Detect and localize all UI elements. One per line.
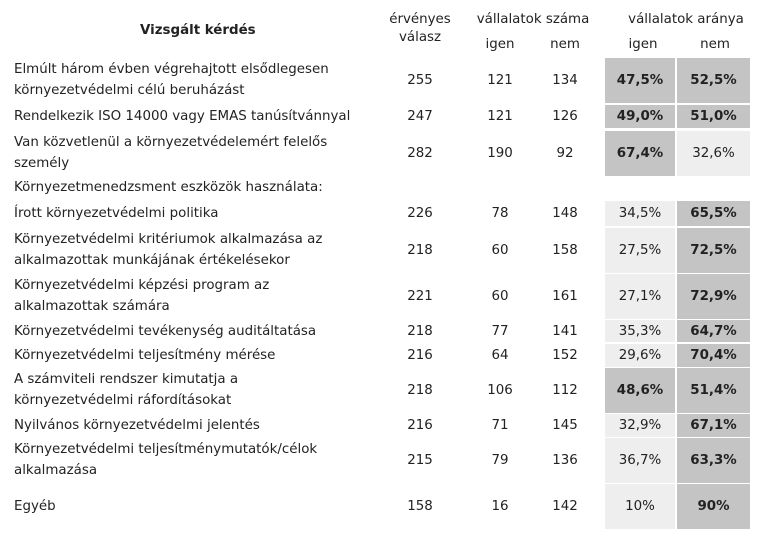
row-question-line2: személy: [14, 156, 70, 171]
row-ratio-no: 90%: [697, 499, 730, 514]
row-ratio-no: 64,7%: [690, 323, 737, 339]
row-count-yes: 121: [487, 109, 513, 124]
row-ratio-no: 32,6%: [692, 146, 735, 161]
row-question: Környezetvédelmi tevékenység auditáltatása: [14, 323, 317, 339]
row-valid: 221: [407, 289, 433, 304]
row-count-no: 161: [552, 289, 578, 304]
row-ratio-no: 51,0%: [690, 109, 737, 124]
row-valid: 218: [407, 323, 433, 339]
row-count-yes: 16: [491, 499, 509, 514]
row-question: Rendelkezik ISO 14000 vagy EMAS tanúsítvánnyal: [14, 109, 351, 124]
header-ratio-no: nem: [700, 37, 730, 52]
row-valid: 218: [407, 243, 433, 258]
row-ratio-yes: 67,4%: [616, 146, 664, 161]
row-ratio-yes: 10%: [625, 499, 655, 514]
header-ratio-group: vállalatok aránya: [628, 12, 744, 27]
row-count-yes: 78: [491, 206, 509, 221]
row-ratio-no: 63,3%: [690, 453, 737, 468]
row-valid: 226: [407, 206, 433, 221]
row-ratio-yes: 36,7%: [618, 453, 662, 468]
row-ratio-yes: 32,9%: [618, 418, 662, 433]
row-valid: 158: [407, 499, 433, 514]
row-count-no: 148: [552, 206, 578, 221]
row-count-yes: 79: [491, 453, 509, 468]
row-count-yes: 190: [487, 146, 513, 161]
row-count-yes: 60: [491, 289, 509, 304]
row-count-yes: 60: [491, 243, 509, 258]
row-count-no: 145: [552, 418, 578, 433]
row-ratio-no: 51,4%: [690, 383, 737, 398]
row-count-no: 136: [552, 453, 578, 468]
row-ratio-yes: 27,5%: [618, 243, 662, 258]
row-valid: 282: [407, 146, 433, 161]
header-valid-line1: érvényes: [389, 12, 451, 27]
row-valid: 215: [407, 453, 433, 468]
row-ratio-yes: 34,5%: [618, 206, 662, 221]
row-count-no: 134: [552, 73, 578, 88]
row-count-no: 92: [556, 146, 574, 161]
row-ratio-yes: 27,1%: [618, 289, 662, 304]
row-count-no: 158: [552, 243, 578, 258]
row-ratio-no: 72,9%: [690, 289, 737, 304]
row-ratio-no: 52,5%: [690, 73, 737, 88]
row-question-line1: Elmúlt három évben végrehajtott elsődlegesen: [14, 62, 329, 77]
header-valid-line2: válasz: [398, 30, 442, 45]
row-question: Nyilvános környezetvédelmi jelentés: [14, 418, 260, 433]
header-question: Vizsgált kérdés: [140, 23, 256, 38]
row-question: Környezetmenedzsment eszközök használata:: [14, 180, 323, 195]
row-valid: 255: [407, 73, 433, 88]
row-count-no: 142: [552, 499, 578, 514]
row-question-line2: alkalmazása: [14, 463, 98, 478]
header-count-no: nem: [550, 37, 580, 52]
row-ratio-yes: 35,3%: [618, 323, 662, 339]
row-question-line1: Környezetvédelmi teljesítménymutatók/célok: [14, 442, 318, 457]
row-question-line1: Környezetvédelmi képzési program az: [14, 278, 270, 293]
header-count-yes: igen: [485, 37, 515, 52]
header-count-group: vállalatok száma: [476, 12, 590, 27]
row-question: Környezetvédelmi teljesítmény mérése: [14, 348, 276, 363]
row-ratio-yes: 29,6%: [618, 348, 662, 363]
row-question: Írott környezetvédelmi politika: [14, 206, 219, 221]
row-count-no: 126: [552, 109, 578, 124]
row-count-no: 141: [552, 323, 578, 339]
row-count-yes: 64: [491, 348, 509, 363]
row-count-yes: 121: [487, 73, 513, 88]
row-count-yes: 77: [491, 323, 509, 339]
row-question-line2: alkalmazottak számára: [14, 299, 170, 314]
row-question-line2: alkalmazottak munkájának értékelésekor: [14, 253, 290, 268]
row-ratio-no: 72,5%: [690, 243, 737, 258]
row-valid: 247: [407, 109, 433, 124]
row-question-line1: Környezetvédelmi kritériumok alkalmazása az: [14, 232, 323, 247]
row-count-yes: 106: [487, 383, 513, 398]
row-ratio-yes: 49,0%: [616, 109, 664, 124]
row-ratio-no: 67,1%: [690, 418, 737, 433]
row-question-line1: Van közvetlenül a környezetvédelemért felelős: [14, 135, 328, 150]
row-valid: 216: [407, 348, 433, 363]
row-question-line2: környezetvédelmi célú beruházást: [14, 83, 245, 98]
row-ratio-yes: 47,5%: [616, 73, 664, 88]
row-valid: 218: [407, 383, 433, 398]
row-valid: 216: [407, 418, 433, 433]
row-ratio-no: 65,5%: [690, 206, 737, 221]
header-ratio-yes: igen: [628, 37, 658, 52]
row-count-no: 112: [552, 383, 578, 398]
row-ratio-no: 70,4%: [690, 348, 737, 363]
row-question-line1: A számviteli rendszer kimutatja a: [14, 372, 239, 387]
row-question: Egyéb: [14, 499, 56, 514]
row-count-no: 152: [552, 348, 578, 363]
row-count-yes: 71: [491, 418, 509, 433]
row-question-line2: környezetvédelmi ráfordításokat: [14, 393, 232, 408]
row-ratio-yes: 48,6%: [616, 383, 664, 398]
